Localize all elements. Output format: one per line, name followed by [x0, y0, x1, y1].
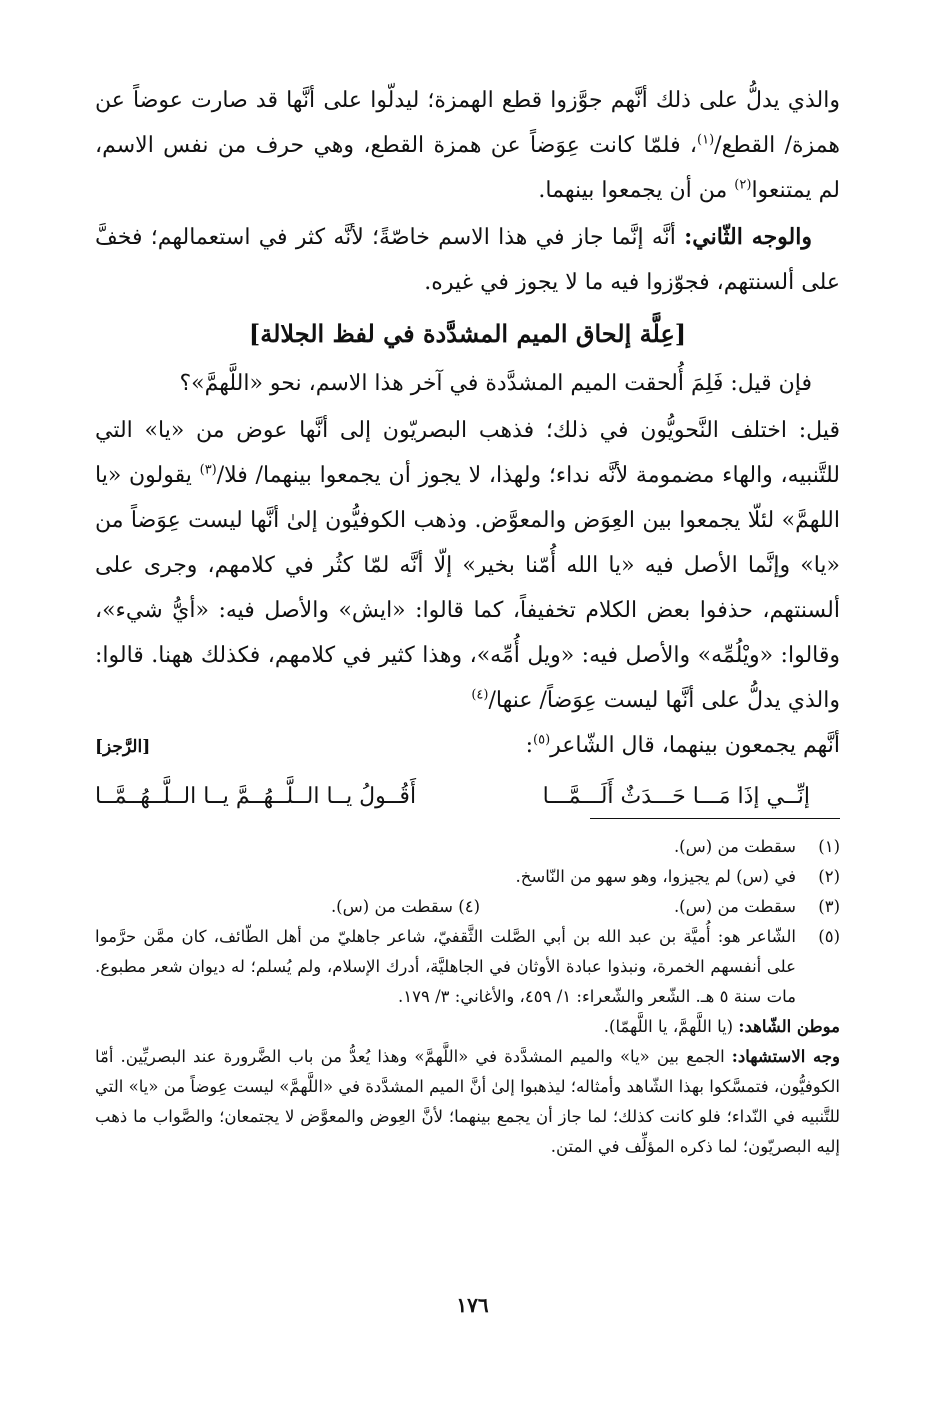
- footnote-5-number: (٥): [818, 927, 840, 946]
- paragraph-2-text: أنَّه إنَّما جاز في هذا الاسم خاصّةً؛ لأنَّه كثر في استعمالهم؛ فخفَّ على ألسنتهم، فجوّزوا فيه ما لا يجوز في غيره.: [95, 225, 840, 295]
- paragraph-3: [95, 361, 840, 406]
- footnote-ref-4[interactable]: (٤): [471, 687, 489, 703]
- paragraph-2: [95, 215, 840, 305]
- evidence-location-text: (يا اللَّهمَّ، يا اللَّهمّا).: [603, 1017, 739, 1036]
- second-aspect-label: والوجه الثّاني:: [684, 224, 812, 250]
- footnote-divider: [590, 818, 840, 819]
- poetry-verse: [95, 772, 840, 822]
- question-text: فإن قيل: فَلِمَ أُلحقت الميم المشدَّدة في آخر هذا الاسم، نحو «اللَّهمَّ»؟: [179, 371, 812, 396]
- footnote-5: [95, 922, 840, 1012]
- footnote-5-body: [95, 922, 796, 1012]
- answer-text-a: قيل: اختلف النَّحويُّون في ذلك؛ فذهب البصريّون إلى أنَّها عوض من «يا» التي للتَّنبيه، والهاء مضمومة لأنَّه نداء؛ ولهذا، لا يجوز أن يجمعوا بينهما/ فلا/: [95, 418, 840, 488]
- poet-line: [95, 723, 840, 768]
- footnote-3: [480, 892, 840, 922]
- footnote-5-text: الشّاعر هو: أُميَّة بن عبد الله بن أبي الصَّلت الثَّقفيّ، شاعر جاهليّ من أهل الطّائف، كان ممَّن حرَّموا على أنفسهم الخمرة، ونبذوا عبادة الأوثان في الجاهليَّة، أدرك الإسلام، ولم يُسلم؛ له ديوان شعر مطبوع. مات سنة ٥ هـ. الشّعر والشّعراء: ١/ ٤٥٩، والأغاني: ٣/ ١٧٩.: [95, 927, 796, 1006]
- footnote-ref-1[interactable]: (١): [697, 132, 715, 148]
- paragraph-1: [95, 78, 840, 213]
- footnote-2: [95, 862, 840, 892]
- evidence-reasoning-label: وجه الاستشهاد:: [731, 1047, 840, 1066]
- answer-text-c: أنَّهم يجمعون بينهما، قال الشّاعر: [550, 733, 840, 758]
- footnote-1-text: سقطت من (س).: [673, 837, 796, 856]
- paragraph-1-text: والذي يدلُّ على ذلك أنَّهم جوَّزوا قطع الهمزة؛ ليدلّوا على أنَّها قد صارت عوضاً عن همزة/ القطع/: [95, 88, 840, 158]
- section-heading: [عِلَّة إلحاق الميم المشدَّدة في لفظ الجلالة]: [248, 319, 687, 348]
- evidence-location: [95, 1012, 840, 1042]
- footnote-1-number: (١): [818, 837, 840, 856]
- footnote-ref-3[interactable]: (٣): [199, 462, 217, 478]
- footnote-ref-5[interactable]: (٥): [533, 732, 551, 748]
- meter-tag: [الرَّجز]: [95, 737, 151, 757]
- footnote-3-text: سقطت من (س).: [673, 897, 796, 916]
- answer-text-d: :: [525, 733, 533, 758]
- verse-first-hemistich: إنِّــي إذَا مَـــا حَـــدَثٌ أَلَـــمَّـــا: [542, 784, 810, 809]
- footnote-2-text: في (س) لم يجيزوا، وهو سهو من النّاسخ.: [515, 867, 796, 886]
- paragraph-1-text-b: ، فلمّا كانت عِوَضاً عن همزة القطع، وهي حرف من نفس الاسم، لم يمتنعوا: [95, 133, 840, 203]
- page-number: ١٧٦: [456, 1293, 489, 1317]
- evidence-location-label: موطن الشّاهد:: [738, 1017, 840, 1036]
- verse-second-hemistich: أَقُــولُ يــا الــلَّــهُــمَّ يــا الــلَّــهُــمَّــا: [95, 784, 417, 809]
- footnote-3-4-row: [95, 892, 840, 922]
- evidence-reasoning: [95, 1042, 840, 1162]
- footnote-3-number: (٣): [818, 897, 840, 916]
- main-text: [95, 78, 840, 822]
- paragraph-1-text-c: من أن يجمعوا بينهما.: [538, 178, 735, 203]
- footnote-1: [95, 832, 840, 862]
- evidence-reasoning-text: الجمع بين «يا» والميم المشدَّدة في «اللَّهمَّ» وهذا يُعدُّ من باب الضَّرورة عند البصريِّين. أمّا الكوفيُّون، فتمسَّكوا بهذا الشّاهد وأمثاله؛ ليذهبوا إلىٰ أنَّ الميم المشدَّدة في «اللَّهمَّ» ليست عِوضاً من «يا» التي للتَّنبيه في النّداء؛ فلو كانت كذلك؛ لما جاز أن يجمع بينهما؛ لأنَّ العِوض والمعوَّض لا يجتمعان؛ والصَّواب ما ذهب إليه البصريّون؛ لما ذكره المؤلِّف في المتن.: [95, 1047, 840, 1156]
- paragraph-4: [95, 408, 840, 768]
- footnote-2-number: (٢): [818, 867, 840, 886]
- footnote-ref-2[interactable]: (٢): [734, 177, 752, 193]
- footnote-4: (٤) سقطت من (س).: [330, 897, 480, 916]
- answer-text-b: يقولون «يا اللهمَّ» لئلّا يجمعوا بين العِوَض والمعوَّض. وذهب الكوفيُّون إلىٰ أنَّها ليست عِوَضاً من «يا» وإنَّما الأصل فيه «يا الله أُمّنا بخير» إلّا أنَّه لمّا كثُر في كلامهم، وجرى على ألسنتهم، حذفوا بعض الكلام تخفيفاً، كما قالوا: «ايش» والأصل فيه: «أيُّ شيء»، وقالوا: «ويْلُمِّه» والأصل فيه: «ويل أُمِّه»، وهذا كثير في كلامهم، فكذلك ههنا. قالوا: والذي يدلُّ على أنَّها ليست عِوَضاً/ عنها/: [95, 463, 840, 713]
- footnotes: [95, 832, 840, 1162]
